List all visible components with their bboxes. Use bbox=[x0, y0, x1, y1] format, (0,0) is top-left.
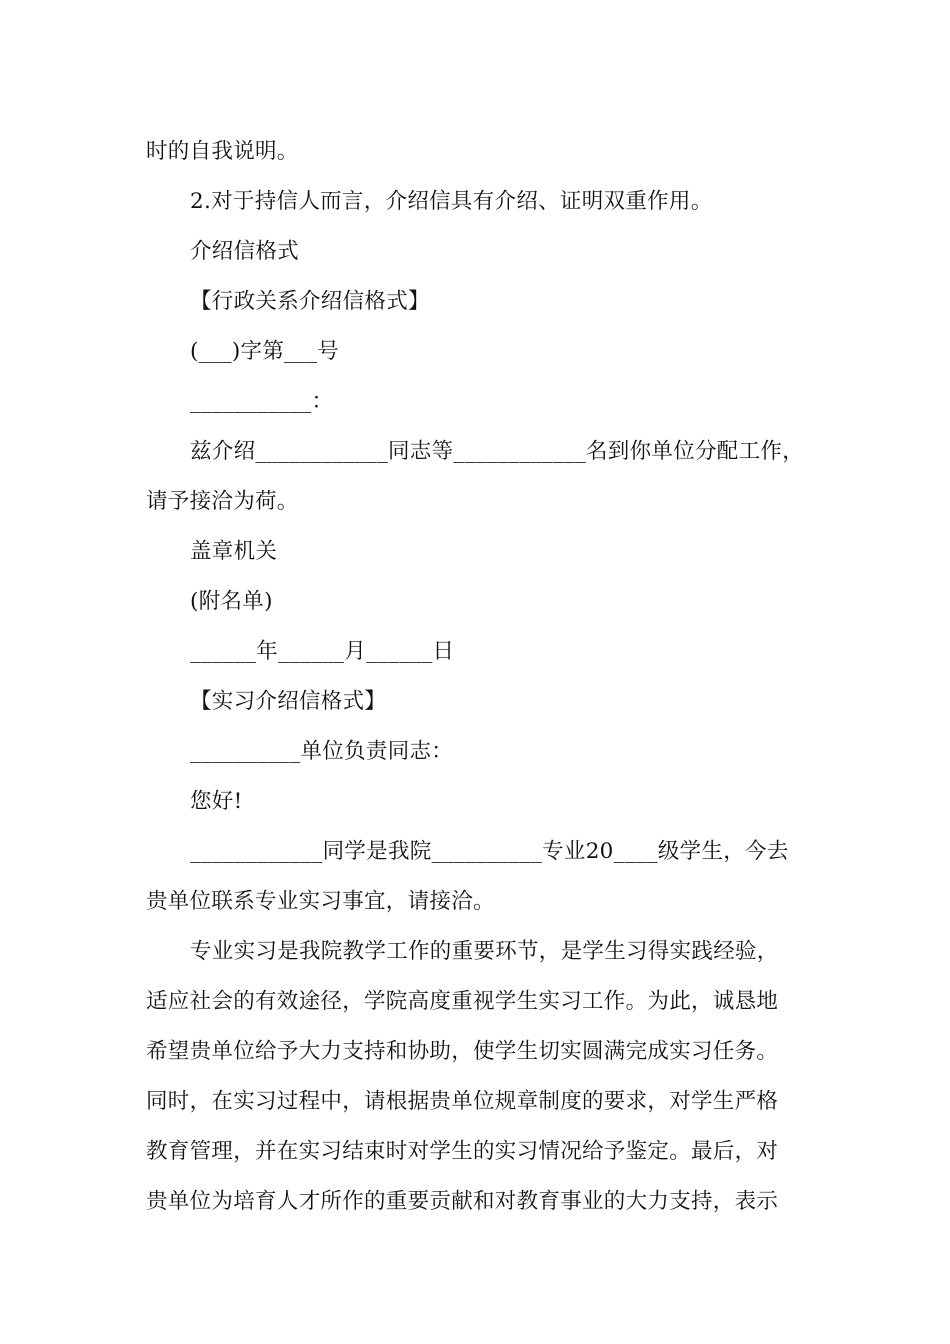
text-line: 您好! bbox=[190, 789, 243, 814]
text-line: 盖章机关 bbox=[190, 539, 278, 564]
text-line: (附名单) bbox=[190, 589, 273, 614]
text-line: ____________同学是我院__________专业20____级学生，今去 bbox=[190, 839, 789, 864]
section-heading: 【行政关系介绍信格式】 bbox=[190, 289, 430, 314]
section-heading: 介绍信格式 bbox=[190, 239, 300, 264]
date-line: ______年______月______日 bbox=[190, 639, 455, 664]
text-line: 兹介绍____________同志等____________名到你单位分配工作， bbox=[190, 439, 805, 464]
paragraph-line: 适应社会的有效途径，学院高度重视学生实习工作。为此，诚恳地 bbox=[146, 989, 779, 1014]
text-line: 请予接洽为荷。 bbox=[146, 489, 299, 514]
text-line: ___________： bbox=[190, 389, 334, 414]
text-line: 2.对于持信人而言，介绍信具有介绍、证明双重作用。 bbox=[190, 189, 713, 214]
text-line: (___)字第___号 bbox=[190, 339, 340, 364]
paragraph-line: 同时，在实习过程中，请根据贵单位规章制度的要求，对学生严格 bbox=[146, 1089, 779, 1114]
text-line: __________单位负责同志： bbox=[190, 739, 454, 764]
paragraph-line: 贵单位为培育人才所作的重要贡献和对教育事业的大力支持，表示 bbox=[146, 1189, 779, 1214]
paragraph-line: 教育管理，并在实习结束时对学生的实习情况给予鉴定。最后，对 bbox=[146, 1139, 779, 1164]
section-heading: 【实习介绍信格式】 bbox=[190, 689, 387, 714]
text-line: 时的自我说明。 bbox=[146, 139, 299, 164]
text-line: 贵单位联系专业实习事宜，请接洽。 bbox=[146, 889, 495, 914]
paragraph-line: 希望贵单位给予大力支持和协助，使学生切实圆满完成实习任务。 bbox=[146, 1039, 779, 1064]
paragraph-line: 专业实习是我院教学工作的重要环节，是学生习得实践经验， bbox=[190, 939, 779, 964]
